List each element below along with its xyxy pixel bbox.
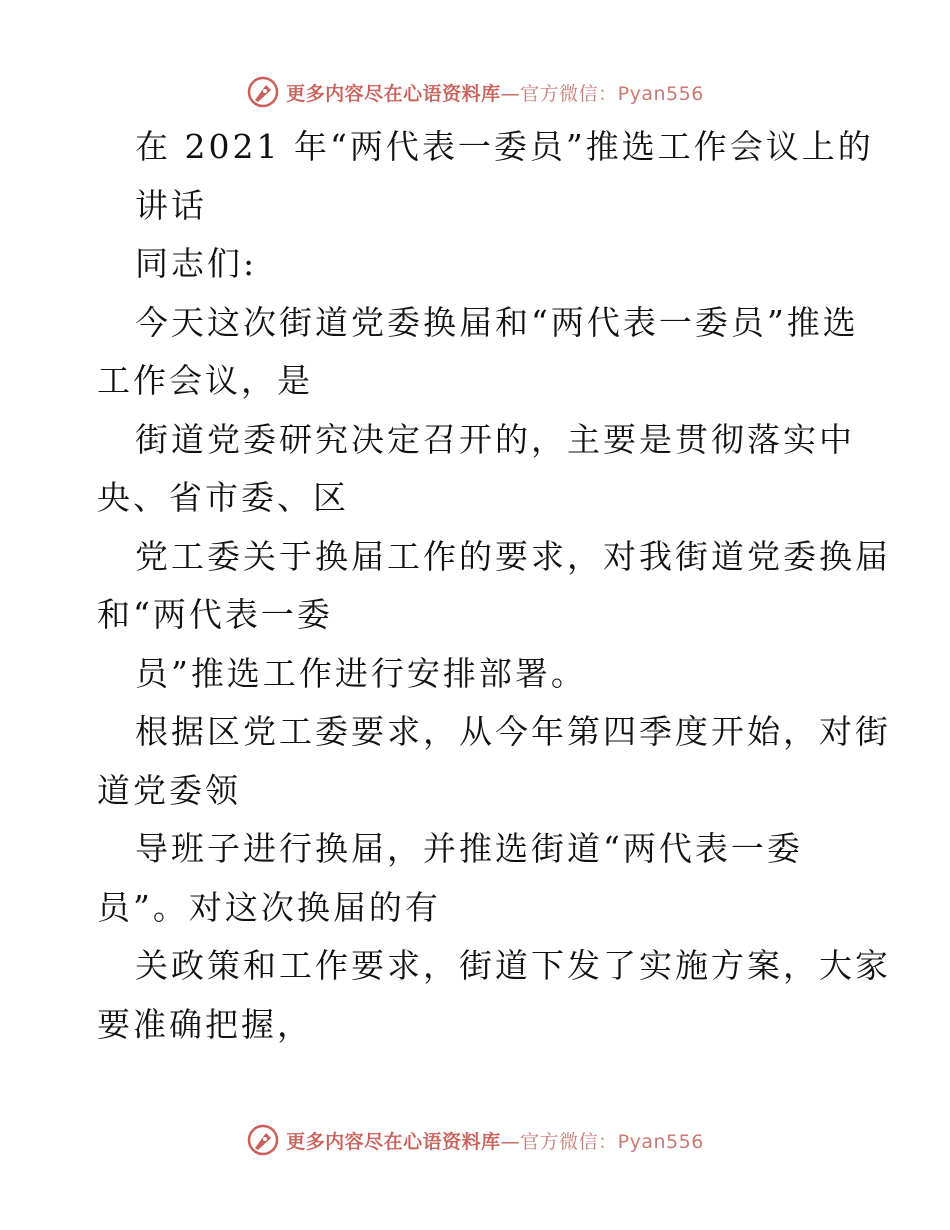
paragraph-line: 今天这次街道党委换届和“两代表一委员”推选 xyxy=(135,302,859,342)
document-title-line-2: 讲话 xyxy=(135,185,207,225)
paragraph-line: 工作会议，是 xyxy=(97,361,313,400)
paragraph-line: 央、省市委、区 xyxy=(97,478,349,517)
watermark-footer xyxy=(0,1120,950,1160)
paragraph-line: 街道党委研究决定召开的，主要是贯彻落实中 xyxy=(135,419,855,459)
paragraph-lines xyxy=(97,294,891,1055)
watermark-header xyxy=(0,72,950,112)
salutation: 同志们: xyxy=(135,244,258,283)
paragraph-line: 党工委关于换届工作的要求，对我街道党委换届 xyxy=(135,536,891,576)
paragraph-line: 员”推选工作进行安排部署。 xyxy=(135,653,587,693)
paragraph-line: 要准确把握， xyxy=(97,1004,313,1044)
watermark-contact: 官方微信：Pyan556 xyxy=(520,1130,704,1153)
paragraph-line: 和“两代表一委 xyxy=(97,595,333,634)
pen-nib-logo-icon xyxy=(246,75,280,109)
watermark-text xyxy=(286,79,704,106)
paragraph-line: 根据区党工委要求，从今年第四季度开始，对街 xyxy=(135,712,891,751)
watermark-brand: 更多内容尽在心语资料库 xyxy=(286,1130,501,1153)
watermark-dash: — xyxy=(500,82,521,105)
document-title-line-1: 在 2021 年“两代表一委员”推选工作会议上的 xyxy=(135,127,874,166)
document-body xyxy=(97,118,891,1054)
watermark-dash: — xyxy=(500,1130,521,1153)
paragraph-line: 关政策和工作要求，街道下发了实施方案，大家 xyxy=(135,946,891,985)
paragraph-line: 员”。对这次换届的有 xyxy=(97,887,441,927)
paragraph-line: 道党委领 xyxy=(97,770,241,810)
watermark-text xyxy=(286,1127,704,1154)
paragraph-line: 导班子进行换届，并推选街道“两代表一委 xyxy=(135,829,803,868)
watermark-brand: 更多内容尽在心语资料库 xyxy=(286,82,501,105)
pen-nib-logo-icon xyxy=(246,1123,280,1157)
watermark-contact: 官方微信：Pyan556 xyxy=(520,82,704,105)
